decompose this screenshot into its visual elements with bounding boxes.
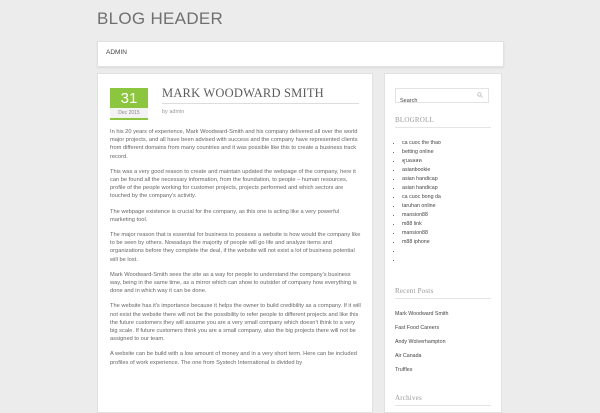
- post-paragraph: Mark Woodward-Smith sees the site as a way for people to understand the company's business way, being in the same time, as a mirror which can show to outsider of company how everything is done and in which way it can be done.: [110, 271, 357, 295]
- main-navigation: [97, 41, 504, 67]
- list-item: [402, 175, 441, 184]
- list-item: [395, 338, 491, 352]
- list-item: [395, 324, 491, 338]
- blogroll-link[interactable]: taruhan online: [402, 203, 436, 209]
- archives-title: Archives: [395, 394, 491, 406]
- post-paragraph: A website can be build with a low amount of money and in a very short term. Here can be included profiles of work experience. The one from Systech International is divided by: [110, 351, 357, 366]
- blogroll-link[interactable]: asianbookie: [402, 167, 431, 173]
- list-item: [402, 256, 441, 265]
- post-paragraph: The webpage existence is crucial for the company, as this one is acting like a very powerful marketing tool.: [110, 208, 340, 223]
- post-body: [110, 128, 362, 374]
- list-item: [395, 310, 491, 324]
- list-item: [402, 157, 441, 166]
- list-item: [395, 352, 491, 366]
- blogroll-title: BLOGROLL: [395, 116, 491, 128]
- sidebar: [384, 73, 502, 413]
- date-day: 31: [120, 90, 138, 107]
- blogroll-link[interactable]: ดูบอลสด: [402, 158, 422, 164]
- list-item: [402, 238, 441, 247]
- recent-post-link[interactable]: Andy Wolverhampton: [395, 339, 446, 345]
- date-badge: [110, 88, 148, 120]
- recent-post-link[interactable]: Air Canada: [395, 353, 422, 359]
- list-item: [402, 202, 441, 211]
- search-box: [395, 88, 489, 103]
- post-title[interactable]: MARK WOODWARD SMITH: [162, 86, 359, 104]
- blogroll-list: [402, 139, 441, 265]
- post-meta: by admin: [162, 109, 185, 115]
- list-item: [395, 366, 491, 380]
- search-icon[interactable]: [477, 92, 483, 98]
- blogroll-link[interactable]: mansion88: [402, 212, 428, 218]
- search-input[interactable]: [396, 95, 476, 108]
- list-item: [402, 220, 441, 229]
- post-content-area: [97, 73, 373, 413]
- site-title[interactable]: BLOG HEADER: [97, 9, 224, 28]
- blogroll-link[interactable]: betting online: [402, 149, 434, 155]
- post-paragraph: In his 20 years of experience, Mark Woodward-Smith and his company delivered all over the world major projects, and all have been advised with success and the company have represented clients from different domains from many countries and it was possible like this to create a business track record.: [110, 129, 358, 160]
- post-paragraph: The website has it's importance because it helps the owner to build credibility as a company. If it will not exist the website there will not be the possibility to refer people to different projects and like this the future customers they will assume you are a very small company which doesn't think to a very big scale. If future customers think you are a small company, also the big projects there will not be assigned to our team.: [110, 303, 361, 343]
- recent-posts-list: [395, 310, 491, 380]
- date-month: Dec 2015: [110, 108, 148, 118]
- list-item: [402, 229, 441, 238]
- blogroll-link[interactable]: m88 link: [402, 221, 422, 227]
- recent-post-link[interactable]: Truffles: [395, 367, 413, 373]
- recent-post-link[interactable]: Fast Food Careers: [395, 325, 440, 331]
- list-item: [402, 139, 441, 148]
- list-item: [402, 184, 441, 193]
- list-item: [402, 247, 441, 256]
- blogroll-link[interactable]: asian handicap: [402, 185, 438, 191]
- post-paragraph: The major reason that is essential for business to possess a website is how would the company like to be seen by others. Nowadays the majority of people will go life and analyze items and organizations before they complete the deal, if the website will not exist a lot of business potential will be lost.: [110, 232, 361, 263]
- post-paragraph: This was a very good reason to create and maintain updated the webpage of the company, here it can be found all the necessary information, from the foundation, to people – human resources, profile of the people working for customer projects, projects performed and which sectors are touched by the company's activity.: [110, 168, 356, 200]
- nav-item-admin[interactable]: ADMIN: [106, 49, 127, 56]
- list-item: [402, 211, 441, 220]
- recent-posts-title: Recent Posts: [395, 287, 491, 299]
- blogroll-link[interactable]: mansion88: [402, 230, 428, 236]
- blogroll-link[interactable]: asian handicap: [402, 176, 438, 182]
- list-item: [402, 166, 441, 175]
- recent-post-link[interactable]: Mark Woodward Smith: [395, 311, 449, 317]
- blogroll-link[interactable]: ca cuoc the thao: [402, 140, 441, 146]
- blogroll-link[interactable]: m88 iphone: [402, 239, 430, 245]
- list-item: [402, 148, 441, 157]
- list-item: [402, 193, 441, 202]
- blogroll-link[interactable]: ca cuoc bong da: [402, 194, 441, 200]
